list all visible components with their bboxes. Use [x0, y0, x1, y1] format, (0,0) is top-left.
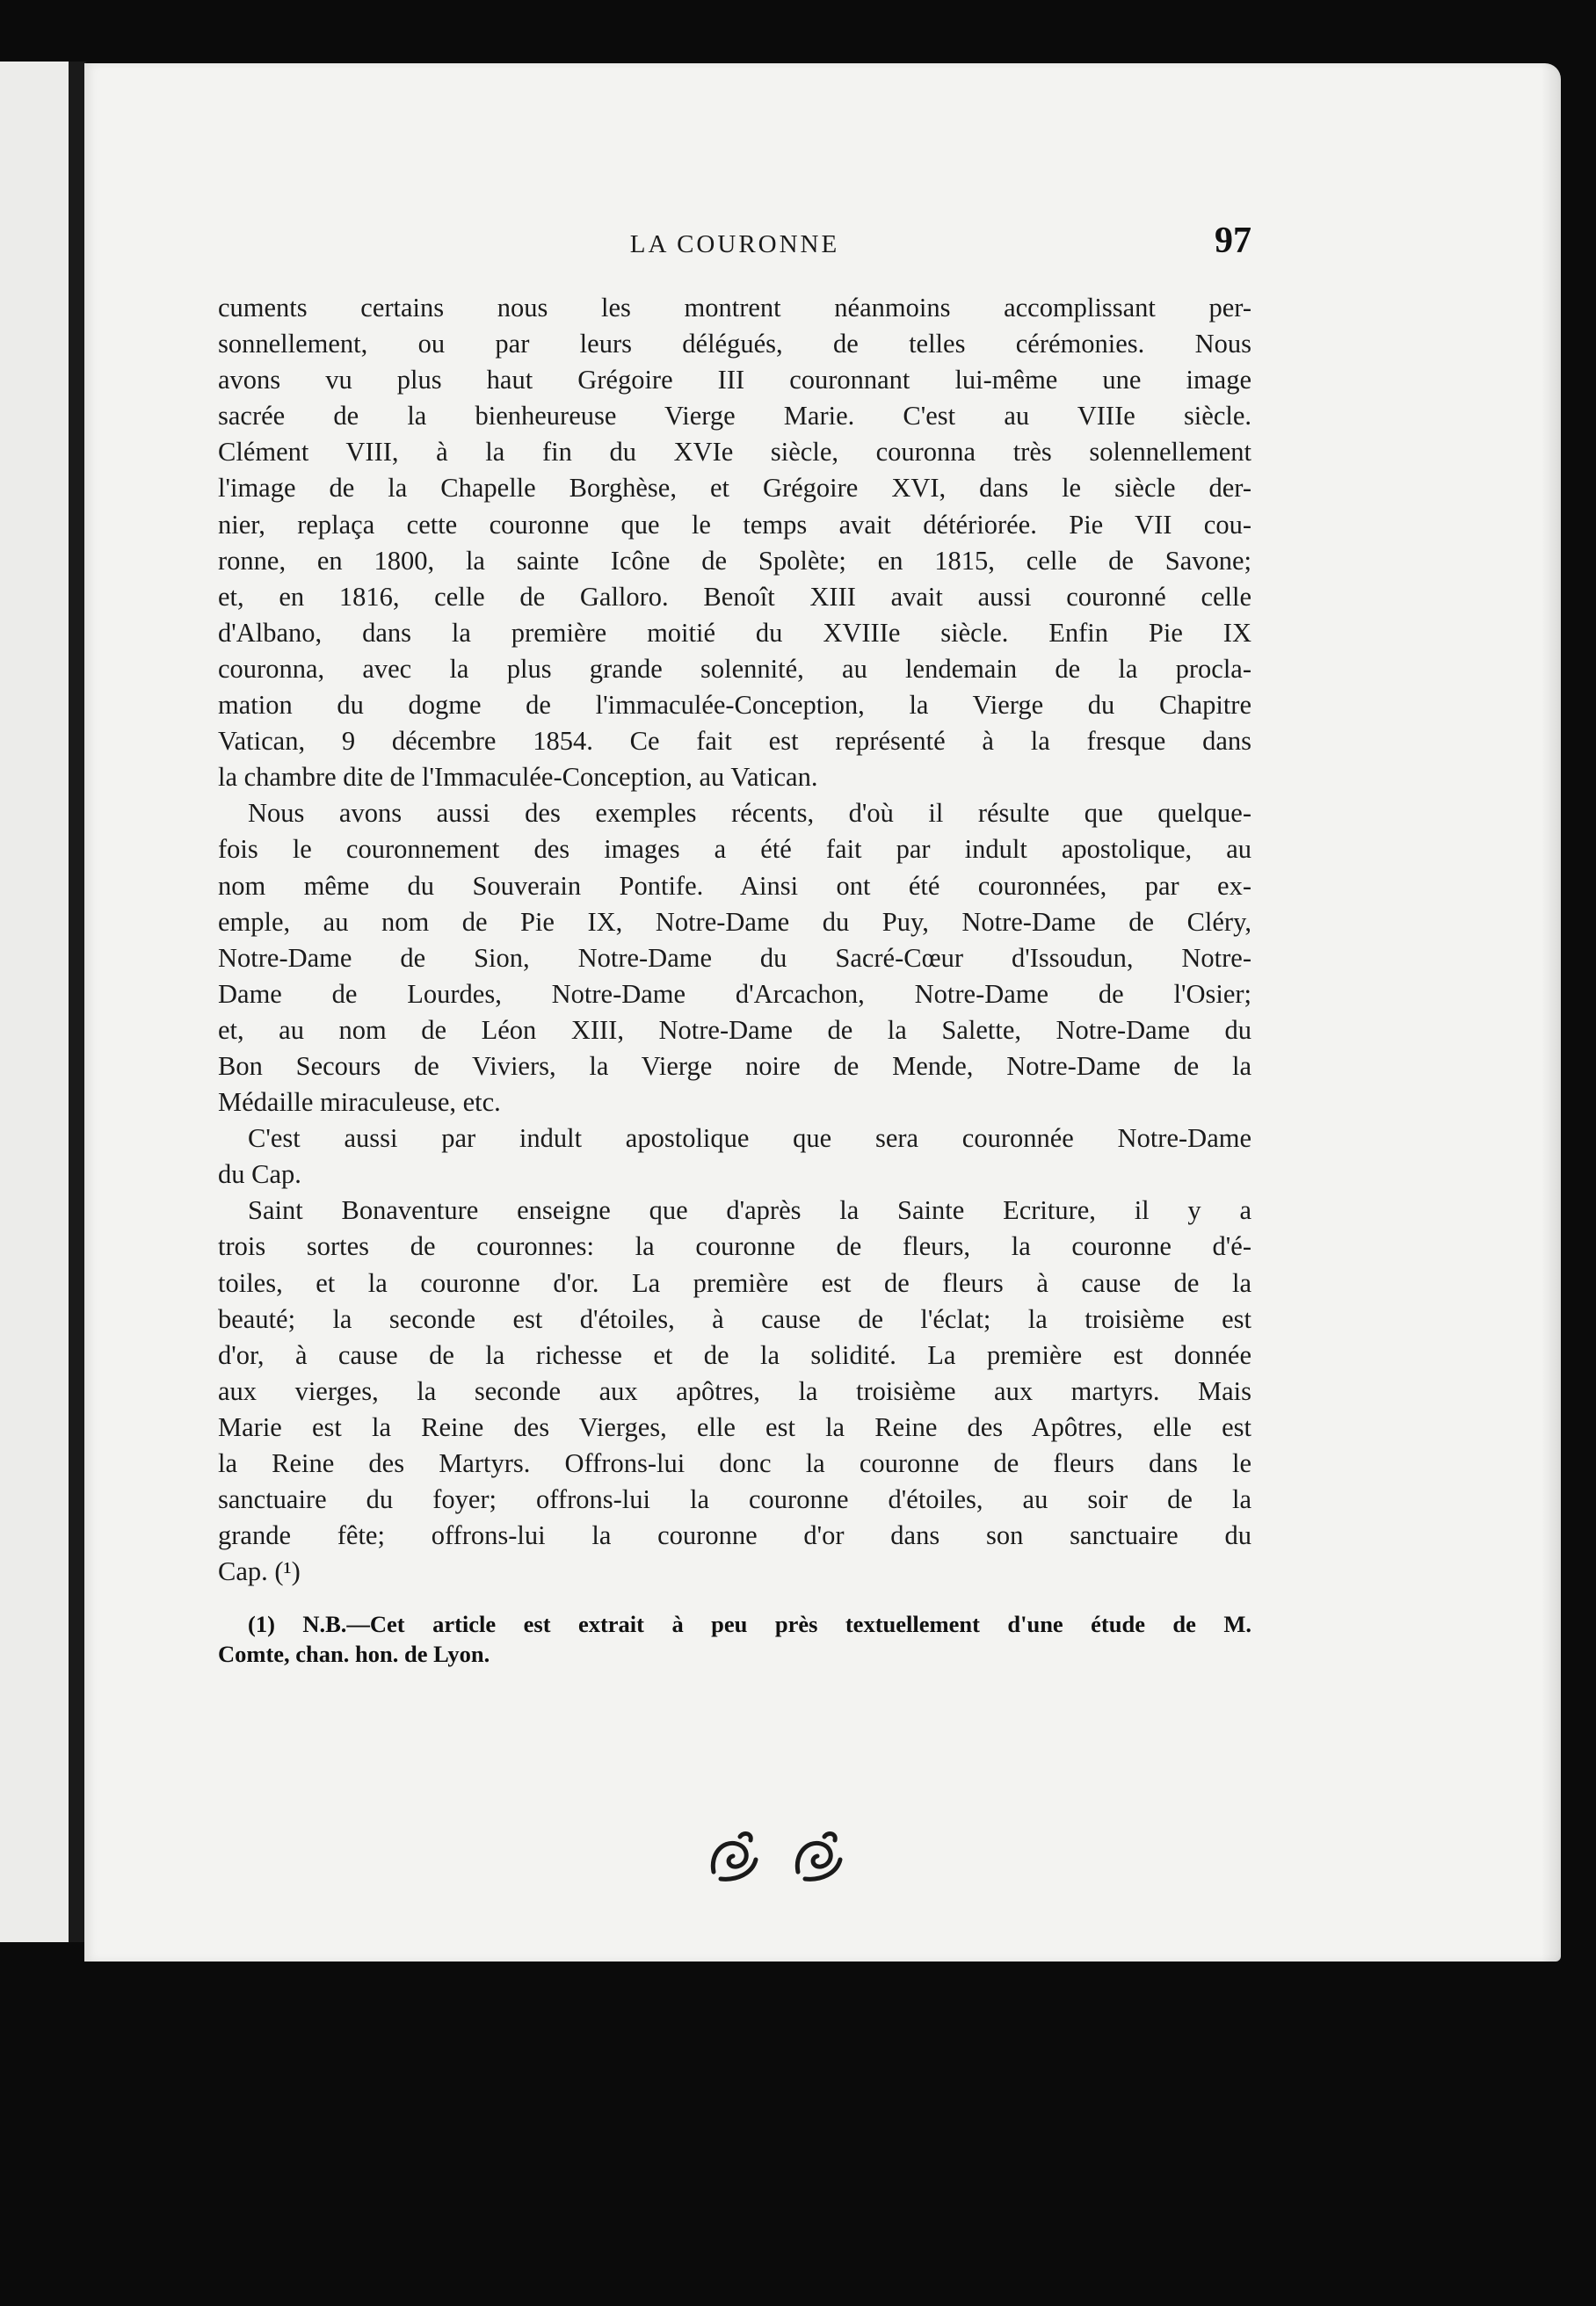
body-line: cuments certains nous les montrent néanmoins accomplissant per-	[218, 293, 1251, 323]
body-line: C'est aussi par indult apostolique que sera couronnée Notre-Dame	[248, 1123, 1251, 1154]
body-line: beauté; la seconde est d'étoiles, à cause de l'éclat; la troisième est	[218, 1303, 1251, 1334]
body-line: et, au nom de Léon XIII, Notre-Dame de la Salette, Notre-Dame du	[218, 1014, 1251, 1045]
body-line: du Cap.	[218, 1159, 301, 1190]
spacer	[218, 1590, 1251, 1609]
body-line: sonnellement, ou par leurs délégués, de telles cérémonies. Nous	[218, 329, 1251, 359]
body-line: la Reine des Martyrs. Offrons-lui donc la couronne de fleurs dans le	[218, 1448, 1251, 1478]
page-edge-shadow	[1542, 63, 1561, 1962]
body-text	[218, 290, 1251, 1669]
footnote-line: Comte, chan. hon. de Lyon.	[218, 1641, 490, 1668]
body-line: nom même du Souverain Pontife. Ainsi ont été couronnées, par ex-	[218, 870, 1251, 901]
body-line: nier, replaça cette couronne que le temps avait détériorée. Pie VII cou-	[218, 509, 1251, 540]
body-line: et, en 1816, celle de Galloro. Benoît XIII avait aussi couronné celle	[218, 581, 1251, 612]
body-line: Notre-Dame de Sion, Notre-Dame du Sacré-Cœur d'Issoudun, Notre-	[218, 942, 1251, 973]
body-line: trois sortes de couronnes: la couronne de fleurs, la couronne d'é-	[218, 1231, 1251, 1262]
body-line: d'or, à cause de la richesse et de la solidité. La première est donnée	[218, 1339, 1251, 1370]
body-line: Dame de Lourdes, Notre-Dame d'Arcachon, Notre-Dame de l'Osier;	[218, 978, 1251, 1009]
body-line: Marie est la Reine des Vierges, elle est la Reine des Apôtres, elle est	[218, 1411, 1251, 1442]
previous-page-edge	[0, 62, 69, 1942]
body-line: fois le couronnement des images a été fait par indult apostolique, au	[218, 834, 1251, 865]
body-line: Nous avons aussi des exemples récents, d'où il résulte que quelque-	[248, 798, 1251, 829]
running-title: LA COURONNE	[629, 230, 840, 258]
body-line: sacrée de la bienheureuse Vierge Marie. C'est au VIIIe siècle.	[218, 401, 1251, 431]
body-line: Cap. (¹)	[218, 1556, 301, 1587]
body-line: Saint Bonaventure enseigne que d'après la Sainte Ecriture, il y a	[248, 1195, 1251, 1226]
body-line: d'Albano, dans la première moitié du XVIIIe siècle. Enfin Pie IX	[218, 617, 1251, 648]
body-line: ronne, en 1800, la sainte Icône de Spolète; en 1815, celle de Savone;	[218, 545, 1251, 576]
body-line: toiles, et la couronne d'or. La première est de fleurs à cause de la	[218, 1267, 1251, 1298]
body-line: l'image de la Chapelle Borghèse, et Grégoire XVI, dans le siècle der-	[218, 473, 1251, 504]
body-line: Clément VIII, à la fin du XVIe siècle, couronna très solennellement	[218, 437, 1251, 468]
footnote-line: (1) N.B.—Cet article est extrait à peu près textuellement d'une étude de M.	[248, 1611, 1251, 1638]
body-line: Bon Secours de Viviers, la Vierge noire de Mende, Notre-Dame de la	[218, 1050, 1251, 1081]
page-number: 97	[1215, 221, 1251, 261]
body-line: Médaille miraculeuse, etc.	[218, 1087, 501, 1118]
body-line: Vatican, 9 décembre 1854. Ce fait est représenté à la fresque dans	[218, 726, 1251, 757]
body-line: mation du dogme de l'immaculée-Conception, la Vierge du Chapitre	[218, 690, 1251, 721]
body-line: avons vu plus haut Grégoire III couronnant lui-même une image	[218, 365, 1251, 395]
fleuron-pair-icon	[701, 1828, 877, 1886]
body-line: sanctuaire du foyer; offrons-lui la couronne d'étoiles, au soir de la	[218, 1484, 1251, 1515]
binding-gutter	[69, 62, 86, 1942]
body-line: couronna, avec la plus grande solennité, au lendemain de la procla-	[218, 653, 1251, 684]
page-header	[218, 220, 1251, 272]
body-line: la chambre dite de l'Immaculée-Conception, au Vatican.	[218, 762, 818, 793]
body-line: aux vierges, la seconde aux apôtres, la troisième aux martyrs. Mais	[218, 1375, 1251, 1406]
body-line: grande fête; offrons-lui la couronne d'or dans son sanctuaire du	[218, 1520, 1251, 1551]
body-line: emple, au nom de Pie IX, Notre-Dame du Puy, Notre-Dame de Cléry,	[218, 906, 1251, 937]
